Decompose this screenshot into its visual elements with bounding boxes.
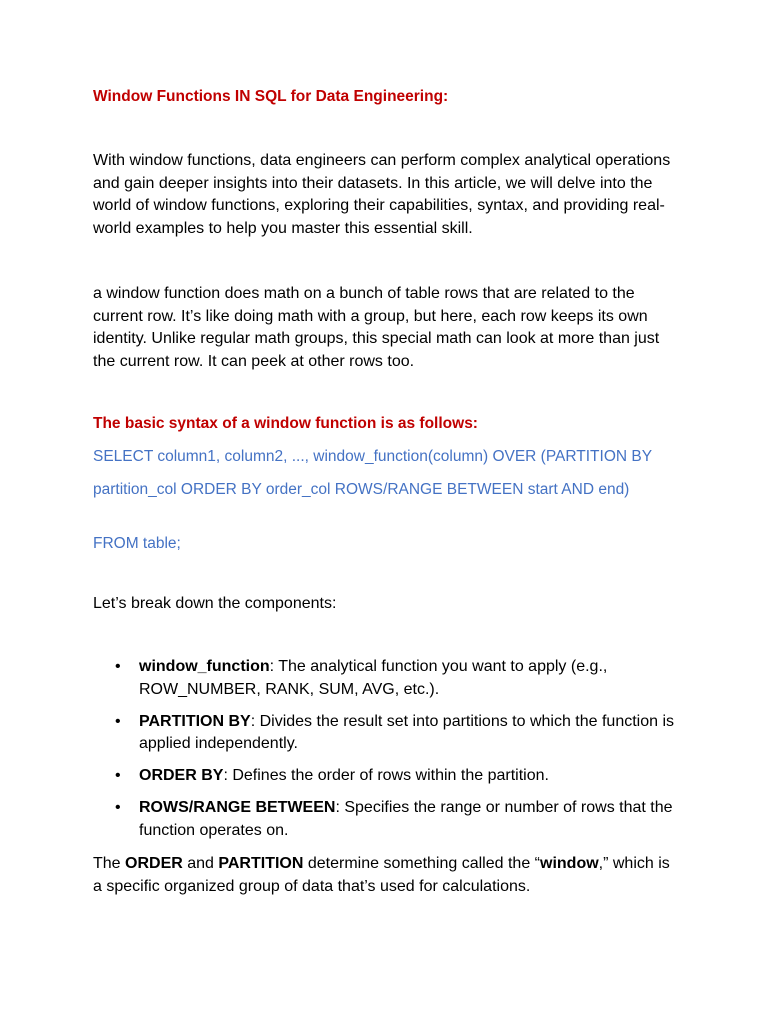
component-desc: : Divides the result set into partitions to which the function is applied independently.	[139, 712, 675, 752]
closing-text: ,” which is a specific organized group of data that’s used for calculations.	[93, 855, 670, 895]
closing-bold-window: window	[540, 855, 599, 872]
component-term: ROWS/RANGE BETWEEN	[139, 799, 336, 816]
component-term: window_function	[139, 658, 270, 675]
closing-paragraph	[93, 853, 683, 898]
bullet-icon: •	[115, 658, 121, 675]
bullet-icon: •	[115, 767, 121, 784]
list-item	[93, 797, 683, 842]
closing-bold-partition: PARTITION	[218, 855, 304, 872]
list-item	[93, 656, 683, 701]
explanation-paragraph: a window function does math on a bunch of table rows that are related to the current row. It’s like doing math with a group, but here, each row keeps its own identity. Unlike regular math groups, this special math can look at more than just the current row. It can peek at other rows too.	[93, 285, 660, 370]
syntax-code-line-3: FROM table;	[93, 535, 181, 552]
bullet-icon: •	[115, 712, 121, 730]
closing-text: determine something called the “	[303, 855, 540, 872]
closing-text: The	[93, 855, 126, 872]
syntax-code-line-1: SELECT column1, column2, ..., window_function(column) OVER (PARTITION BY	[93, 448, 653, 465]
component-desc: : Defines the order of rows within the partition.	[223, 767, 549, 784]
list-item	[93, 711, 683, 756]
syntax-heading: The basic syntax of a window function is as follows:	[93, 415, 478, 432]
closing-text: and	[182, 855, 219, 872]
breakdown-intro: Let’s break down the components:	[93, 595, 337, 612]
component-desc: : Specifies the range or number of rows that the function operates on.	[139, 799, 673, 839]
intro-paragraph: With window functions, data engineers can perform complex analytical operations and gain deeper insights into their datasets. In this article, we will delve into the world of window functions, exploring their capabilities, syntax, and providing real-world examples to help you master this essential skill.	[93, 152, 671, 237]
component-desc: : The analytical function you want to apply (e.g., ROW_NUMBER, RANK, SUM, AVG, etc.).	[139, 658, 608, 698]
list-item	[93, 765, 683, 788]
components-list	[93, 656, 683, 852]
document-title: Window Functions IN SQL for Data Engineering:	[93, 88, 449, 105]
closing-bold-order: ORDER	[125, 855, 183, 872]
component-term: PARTITION BY	[139, 712, 251, 730]
syntax-code-line-2: partition_col ORDER BY order_col ROWS/RANGE BETWEEN start AND end)	[93, 481, 630, 498]
component-term: ORDER BY	[139, 767, 224, 784]
bullet-icon: •	[115, 799, 121, 816]
